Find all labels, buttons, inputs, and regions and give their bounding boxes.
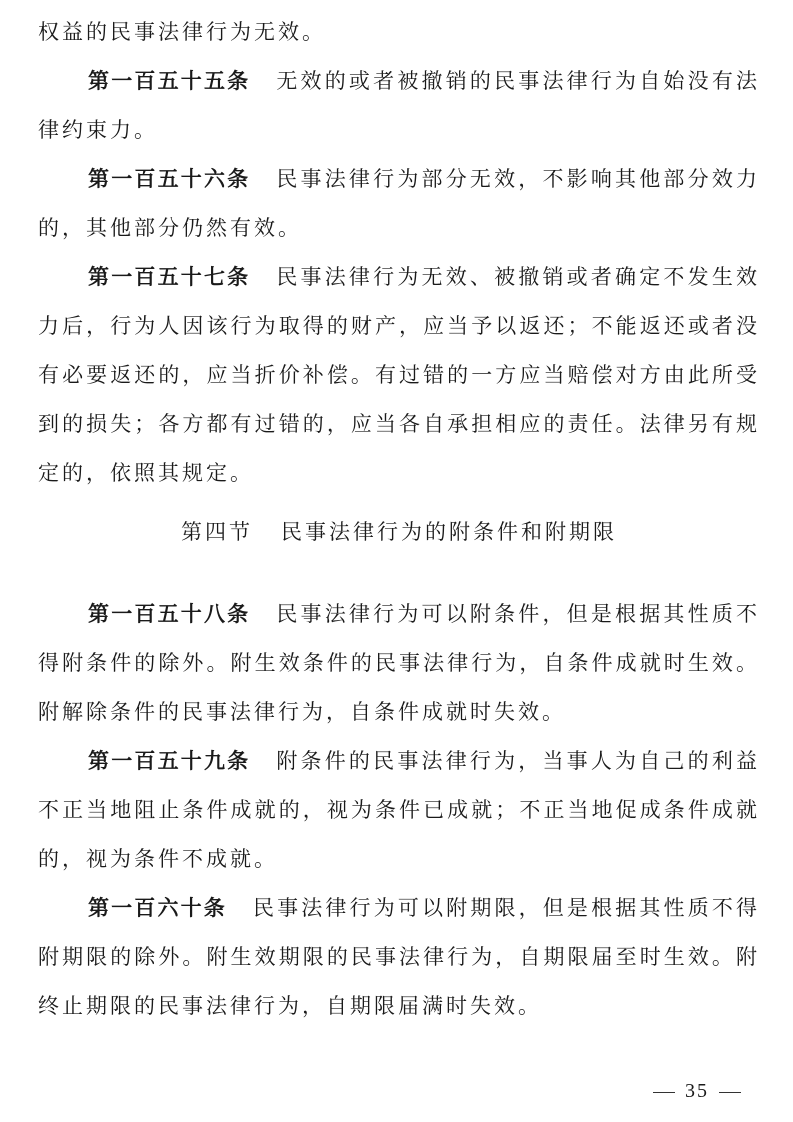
continuation-paragraph: 权益的民事法律行为无效。 xyxy=(38,20,326,44)
article-text: 民事法律行为无效、被撤销或者确定不发生效力后，行为人因该行为取得的财产，应当予以返还；不能返还或者没有必要返还的，应当折价补偿。有过错的一方应当赔偿对方由此所受到的损失；各方都有过错的，应当各自承担相应的责任。法律另有规定的，依照其规定。 xyxy=(38,265,761,485)
section-title: 民事法律行为的附条件和附期限 xyxy=(281,520,617,544)
article-text: 民事法律行为可以附条件，但是根据其性质不得附条件的除外。附生效条件的民事法律行为，自条件成就时生效。附解除条件的民事法律行为，自条件成就时失效。 xyxy=(38,602,761,724)
footer-dash-left xyxy=(653,1092,675,1093)
footer-dash-right xyxy=(719,1092,741,1093)
article-160 xyxy=(38,884,760,1031)
section-number: 第四节 xyxy=(181,520,253,544)
article-159 xyxy=(38,737,760,884)
page-number: 35 xyxy=(685,1080,709,1102)
article-text: 民事法律行为可以附期限，但是根据其性质不得附期限的除外。附生效期限的民事法律行为，自期限届至时生效。附终止期限的民事法律行为，自期限届满时失效。 xyxy=(38,896,761,1018)
article-number: 第一百五十七条 xyxy=(88,265,251,289)
article-text: 无效的或者被撤销的民事法律行为自始没有法律约束力。 xyxy=(38,69,761,142)
section-heading xyxy=(38,508,760,557)
page-footer xyxy=(643,1080,751,1103)
article-number: 第一百五十八条 xyxy=(88,602,251,626)
document-body xyxy=(38,8,760,1031)
article-156 xyxy=(38,155,760,253)
article-number: 第一百六十条 xyxy=(88,896,227,920)
article-number: 第一百五十九条 xyxy=(88,749,251,773)
article-text: 附条件的民事法律行为，当事人为自己的利益不正当地阻止条件成就的，视为条件已成就；不正当地促成条件成就的，视为条件不成就。 xyxy=(38,749,761,871)
article-155 xyxy=(38,57,760,155)
article-157 xyxy=(38,253,760,498)
article-text: 民事法律行为部分无效，不影响其他部分效力的，其他部分仍然有效。 xyxy=(38,167,761,240)
article-number: 第一百五十六条 xyxy=(88,167,251,191)
article-158 xyxy=(38,590,760,737)
article-number: 第一百五十五条 xyxy=(88,69,251,93)
